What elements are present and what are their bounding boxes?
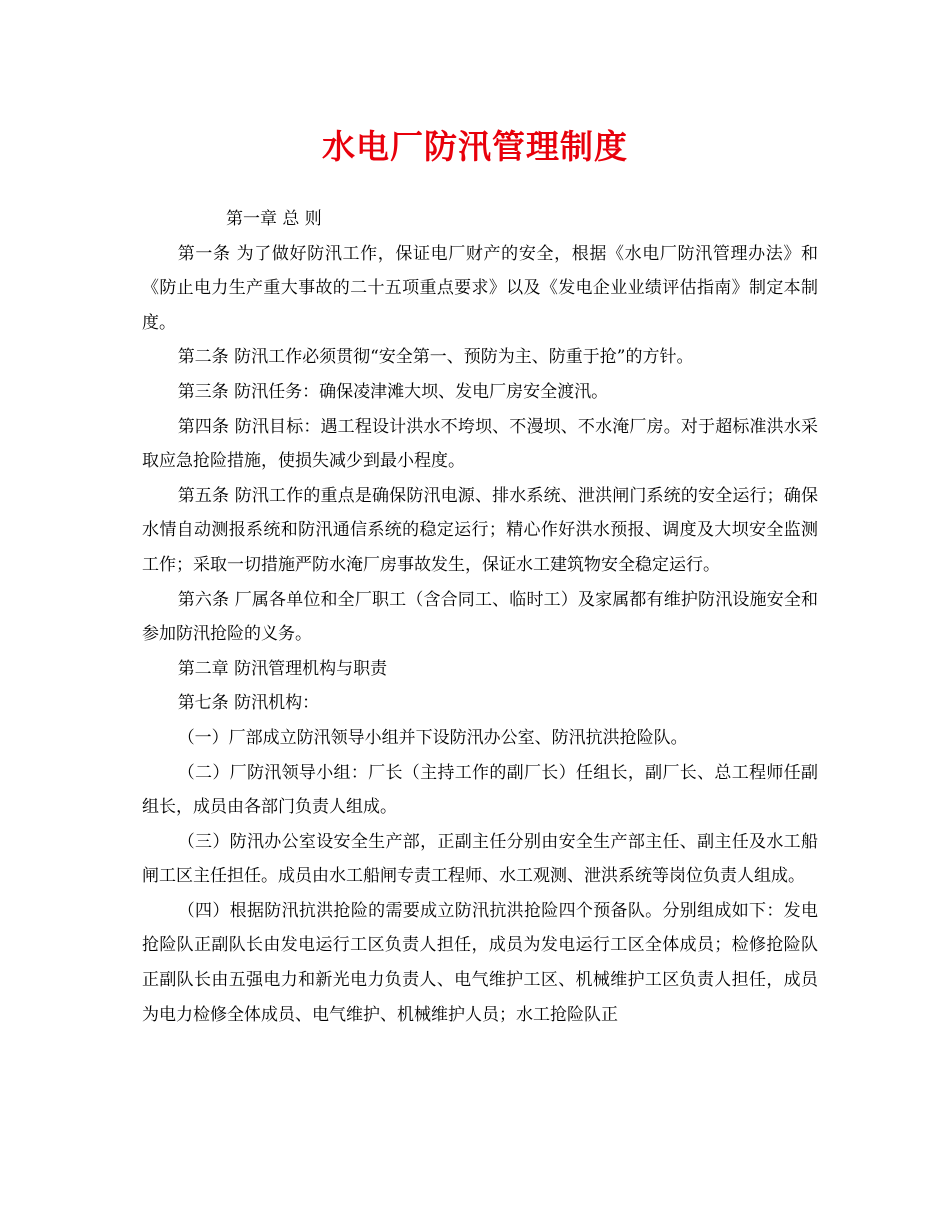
list-item-paragraph: （一）厂部成立防汛领导小组并下设防汛办公室、防汛抗洪抢险队。 (177, 727, 688, 748)
article-paragraph: 第二条 防汛工作必须贯彻“安全第一、预防为主、防重于抢”的方针。 (177, 347, 694, 368)
chapter-heading: 第二章 防汛管理机构与职责 (177, 658, 388, 679)
document-title: 水电厂防汛管理制度 (322, 127, 628, 166)
article-paragraph: 第五条 防汛工作的重点是确保防汛电源、排水系统、泄洪闸门系统的安全运行；确保水情自动测报系统和防汛通信系统的稳定运行；精心作好洪水预报、调度及大坝安全监测工作；采取一切措施严防水淹厂房事故发生，保证水工建筑物安全稳定运行。 (142, 485, 818, 575)
article-paragraph: 第一条 为了做好防汛工作，保证电厂财产的安全，根据《水电厂防汛管理办法》和《防止电力生产重大事故的二十五项重点要求》以及《发电企业业绩评估指南》制定本制度。 (142, 243, 818, 333)
document-body (142, 202, 818, 1032)
chapter-heading: 第一章 总 则 (226, 209, 322, 229)
article-paragraph: 第六条 厂属各单位和全厂职工（含合同工、临时工）及家属都有维护防汛设施安全和参加防汛抢险的义务。 (142, 589, 818, 645)
list-item-paragraph: （二）厂防汛领导小组：厂长（主持工作的副厂长）任组长，副厂长、总工程师任副组长，成员由各部门负责人组成。 (142, 762, 818, 818)
list-item-paragraph: （四）根据防汛抗洪抢险的需要成立防汛抗洪抢险四个预备队。分别组成如下：发电抢险队正副队长由发电运行工区负责人担任，成员为发电运行工区全体成员；检修抢险队正副队长由五强电力和新光电力负责人、电气维护工区、机械维护工区负责人担任，成员为电力检修全体成员、电气维护、机械维护人员；水工抢险队正 (142, 900, 818, 1025)
article-paragraph: 第七条 防汛机构： (177, 693, 320, 714)
article-paragraph: 第四条 防汛目标：遇工程设计洪水不垮坝、不漫坝、不水淹厂房。对于超标准洪水采取应急抢险措施，使损失减少到最小程度。 (142, 416, 818, 472)
article-paragraph: 第三条 防汛任务：确保凌津滩大坝、发电厂房安全渡汛。 (177, 381, 609, 402)
list-item-paragraph: （三）防汛办公室设安全生产部，正副主任分别由安全生产部主任、副主任及水工船闸工区主任担任。成员由水工船闸专责工程师、水工观测、泄洪系统等岗位负责人组成。 (142, 831, 818, 887)
